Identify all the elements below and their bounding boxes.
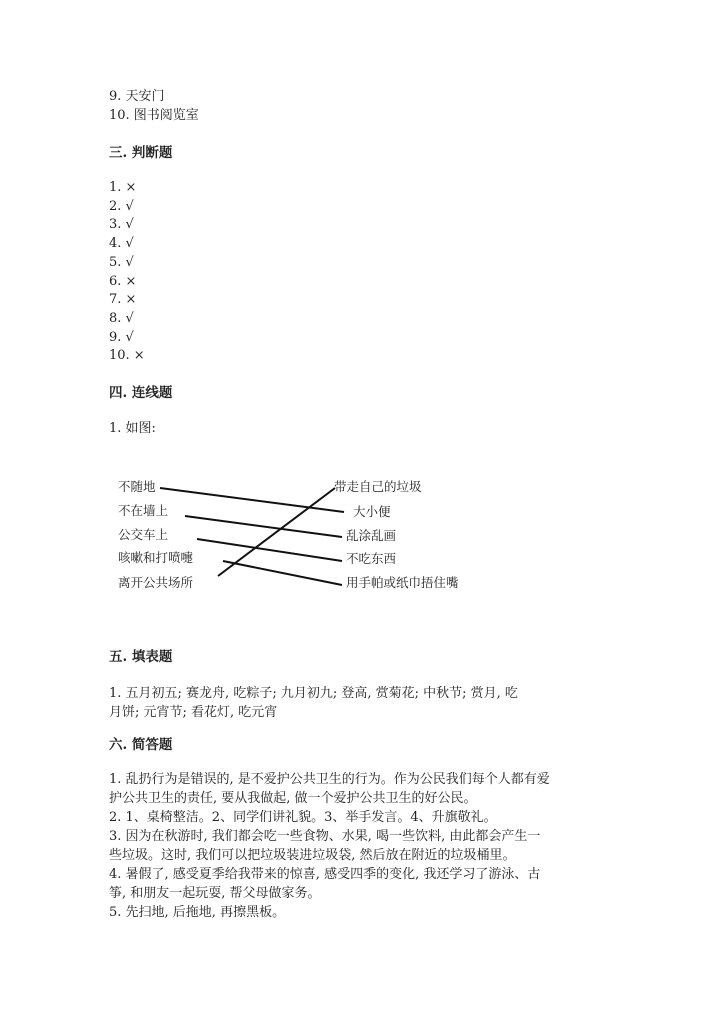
right-item: 用手帕或纸巾捂住嘴 — [346, 575, 459, 590]
right-item: 乱涂乱画 — [346, 528, 397, 543]
left-item: 公交车上 — [118, 527, 169, 542]
left-item: 不随地 — [118, 479, 156, 494]
right-item: 不吃东西 — [346, 551, 397, 566]
text-line: 1. 乱扔行为是错误的, 是不爱护公共卫生的行为。作为公民我们每个人都有爱 — [109, 772, 550, 787]
judge-answer: 3. √ — [109, 217, 134, 232]
fill-table-answer — [109, 684, 609, 722]
match-line — [218, 488, 335, 576]
matching-item-label: 1. 如图: — [109, 421, 156, 436]
judge-answer: 10. × — [109, 348, 145, 363]
text-line: 3. 因为在秋游时, 我们都会吃一些食物、水果, 喝一些饮料, 由此都会产生一 — [109, 829, 541, 844]
text-line: 月饼; 元宵节; 看花灯, 吃元宵 — [109, 705, 278, 720]
text-line: 些垃圾。这时, 我们可以把垃圾装进垃圾袋, 然后放在附近的垃圾桶里。 — [109, 848, 516, 863]
section6-title: 六. 简答题 — [109, 737, 173, 753]
right-item: 带走自己的垃圾 — [334, 479, 422, 494]
match-lines — [160, 488, 344, 585]
judge-answer: 1. × — [109, 180, 137, 195]
right-column — [334, 479, 459, 590]
judge-answer: 4. √ — [109, 236, 134, 251]
judge-answer: 7. × — [109, 292, 137, 307]
text-line: 护公共卫生的责任, 要从我做起, 做一个爱护公共卫生的好公民。 — [109, 791, 477, 806]
judge-answer: 2. √ — [109, 199, 134, 214]
short-answer-block — [109, 770, 609, 922]
text-line: 筝, 和朋友一起玩耍, 帮父母做家务。 — [109, 886, 321, 901]
answer-line: 10. 图书阅览室 — [109, 108, 199, 123]
match-line — [197, 539, 342, 561]
text-line: 1. 五月初五; 赛龙舟, 吃粽子; 九月初九; 登高, 赏菊花; 中秋节; 赏月, 吃 — [109, 686, 518, 701]
match-line — [185, 516, 342, 537]
left-item: 咳嗽和打喷嚏 — [118, 550, 194, 565]
judge-answer: 8. √ — [109, 311, 134, 326]
judge-answer: 9. √ — [109, 330, 134, 345]
judge-answer: 5. √ — [109, 255, 134, 270]
section3-title: 三. 判断题 — [109, 145, 173, 161]
text-line: 2. 1、桌椅整洁。2、同学们讲礼貌。3、举手发言。4、升旗敬礼。 — [109, 810, 497, 825]
text-line: 5. 先扫地, 后拖地, 再擦黑板。 — [109, 905, 286, 920]
left-item: 离开公共场所 — [118, 575, 194, 590]
answer-line: 9. 天安门 — [109, 89, 165, 104]
section5-title: 五. 填表题 — [109, 649, 173, 665]
match-line — [223, 561, 342, 585]
judge-answer: 6. × — [109, 274, 137, 289]
section4-title: 四. 连线题 — [109, 385, 173, 401]
text-line: 4. 暑假了, 感受夏季给我带来的惊喜, 感受四季的变化, 我还学习了游泳、古 — [109, 867, 541, 882]
left-item: 不在墙上 — [118, 503, 169, 518]
left-column — [118, 479, 194, 590]
right-item: 大小便 — [353, 504, 391, 519]
match-line — [160, 488, 344, 512]
